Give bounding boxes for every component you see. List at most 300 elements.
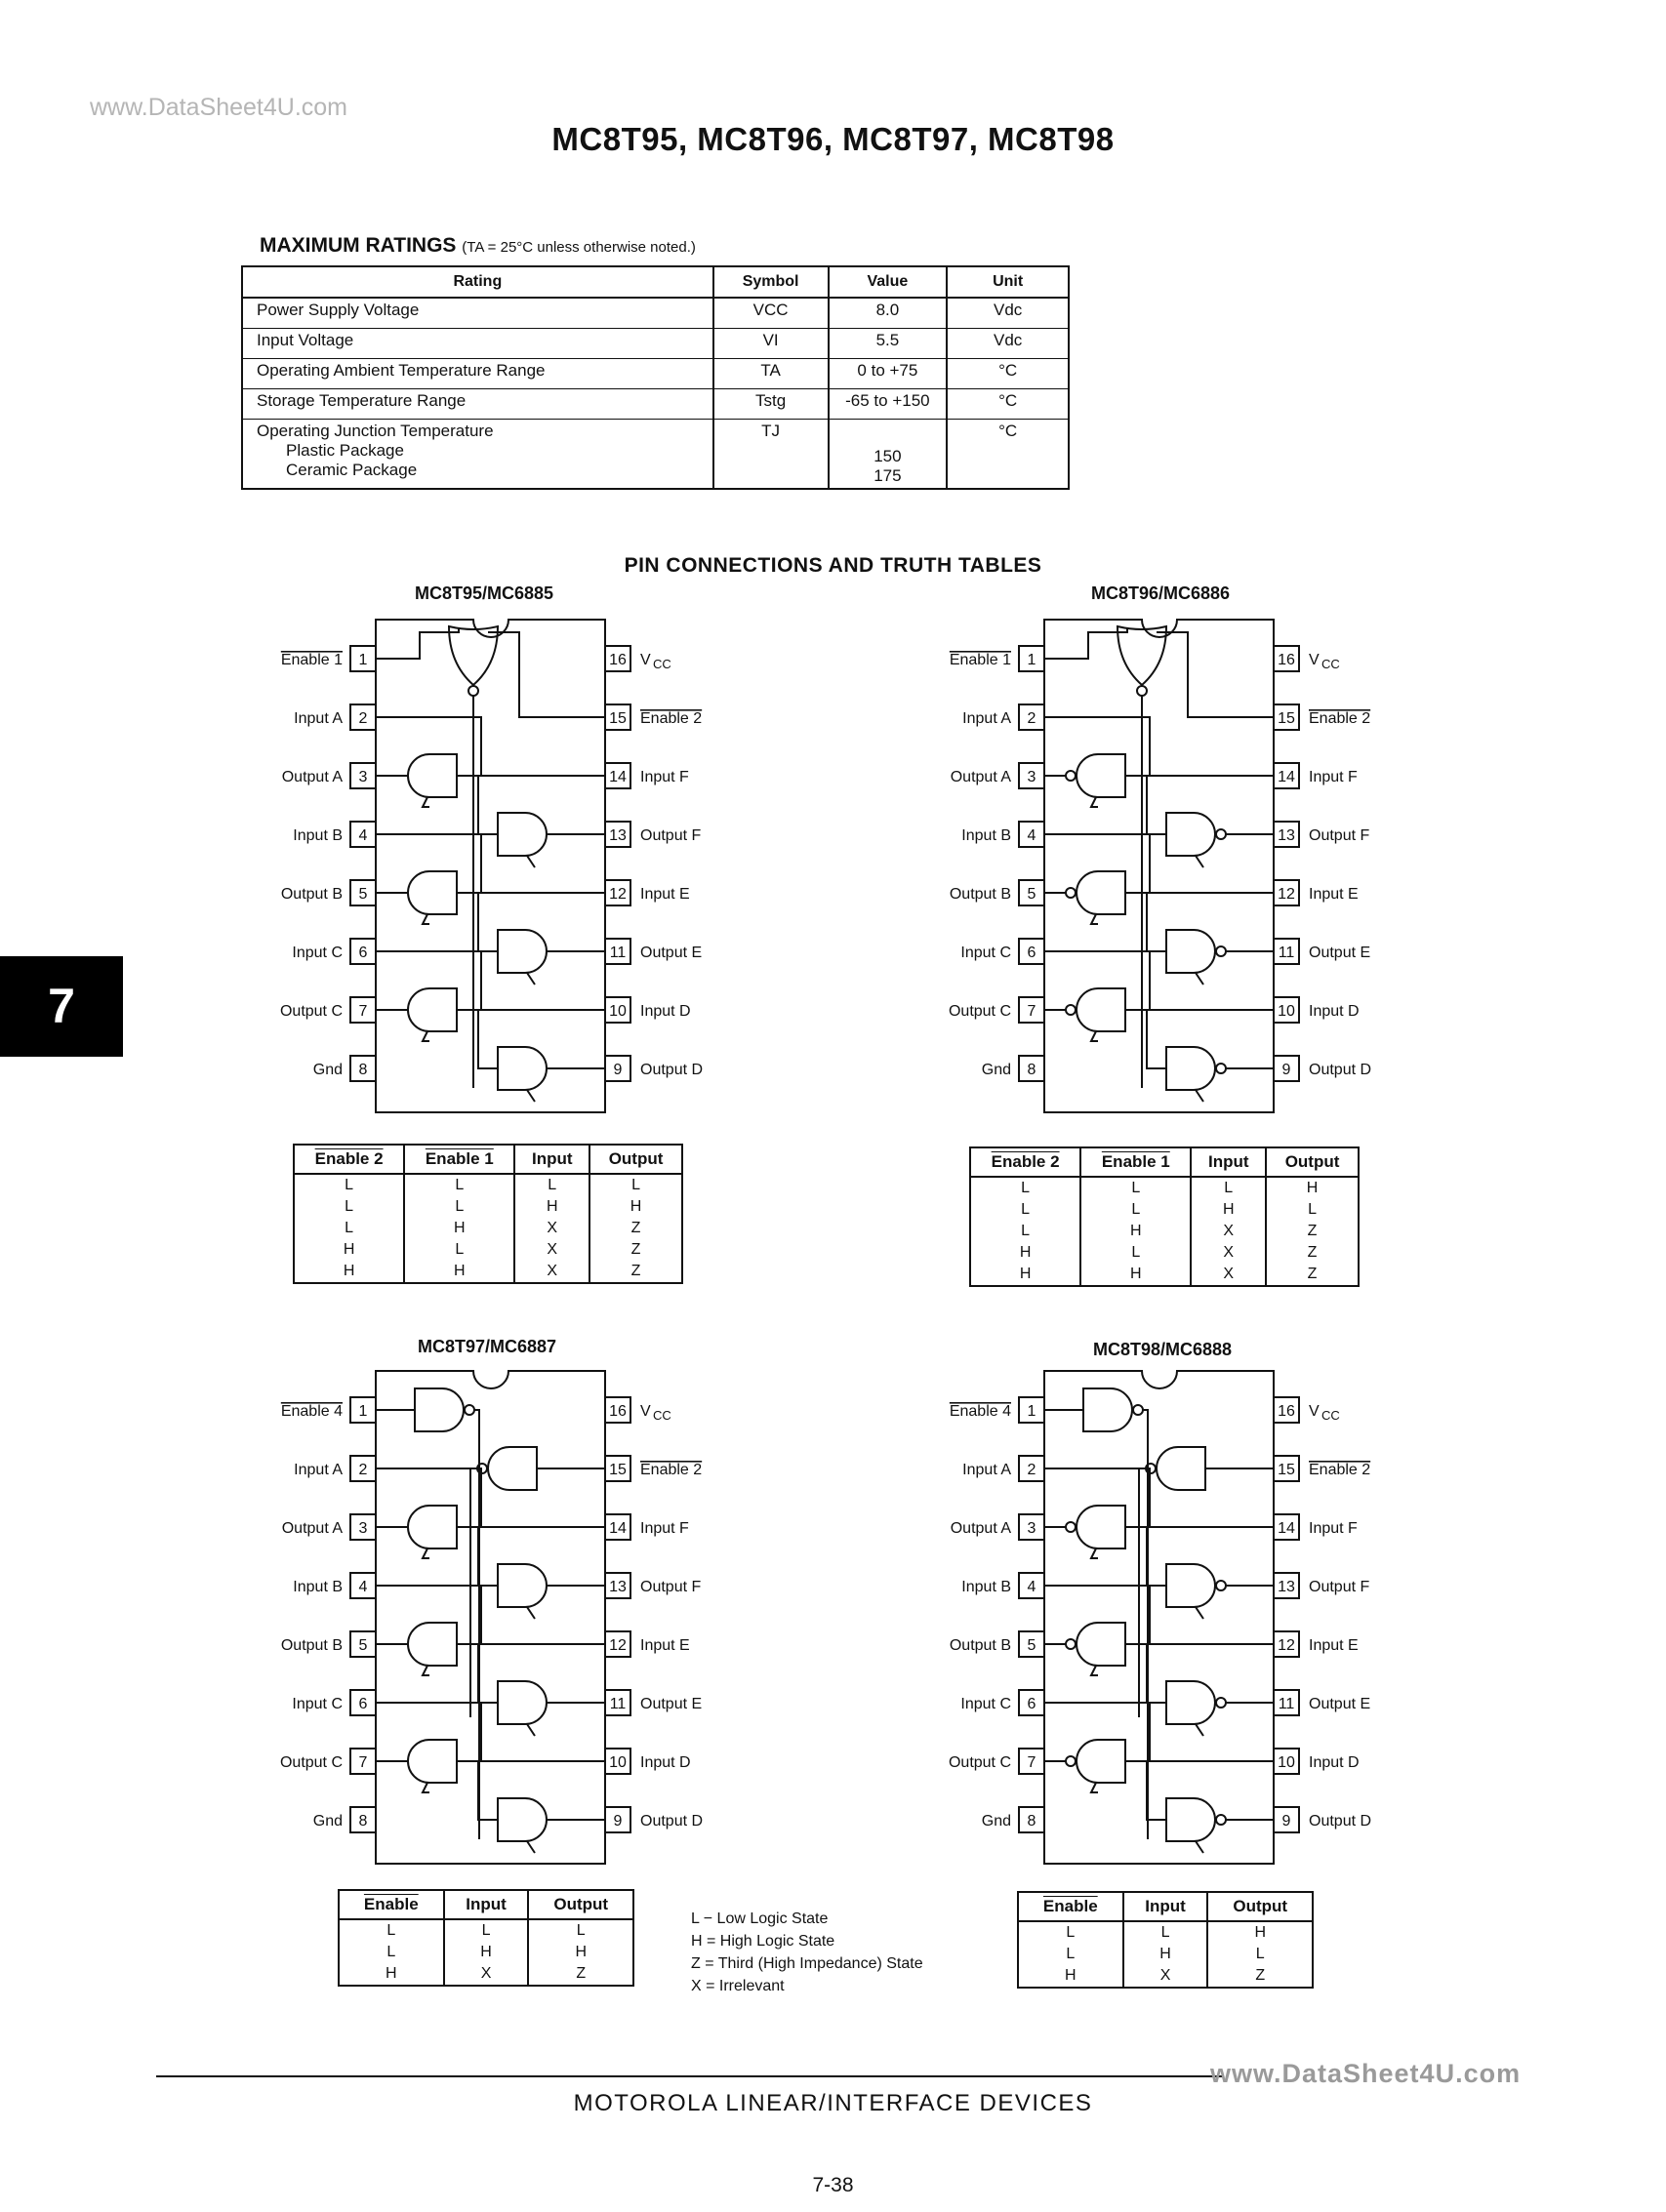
pin-number: 12: [609, 1637, 627, 1654]
pin-diagram-mc8t95: [244, 615, 752, 1122]
cell: Z: [589, 1218, 682, 1239]
enable-bus: [1139, 1468, 1146, 1717]
unit-cell: °C: [947, 359, 1069, 389]
inversion-bubble-icon: [468, 686, 478, 696]
pin-label: Gnd: [312, 1062, 343, 1078]
ratings-heading: [260, 234, 696, 258]
pin-label-subscript: CC: [1321, 1408, 1340, 1423]
pin-label: Output B: [949, 886, 1011, 903]
cell: L: [404, 1196, 514, 1218]
pin-label: Enable 2: [1309, 710, 1371, 727]
cell: H: [514, 1196, 589, 1218]
table-row: [1018, 1921, 1313, 1944]
wire: [1196, 1607, 1203, 1619]
pin-label: V: [640, 1403, 651, 1420]
pin-number: 8: [358, 1062, 368, 1078]
pin-number: 4: [1027, 827, 1036, 844]
cell: X: [1191, 1242, 1266, 1264]
cell: L: [1191, 1177, 1266, 1199]
pin-label: Input D: [1309, 1754, 1360, 1771]
buffer-gate-icon: [408, 1506, 457, 1548]
diagram-title-mc8t95: MC8T95/MC6885: [415, 583, 554, 603]
wire: [376, 1468, 481, 1527]
buffer-gate-icon: [1077, 1740, 1125, 1783]
cell: L: [1066, 1946, 1076, 1962]
logic-legend: [691, 1908, 923, 1997]
wire: [1044, 1586, 1150, 1644]
wire: [1196, 1841, 1203, 1853]
pin-label: Input A: [294, 710, 343, 727]
wire: [1044, 951, 1150, 1010]
wire: [1196, 973, 1203, 985]
pin-label: Output F: [1309, 827, 1370, 844]
ceramic-package-label: Ceramic Package: [286, 461, 418, 479]
column-header: Enable: [1018, 1892, 1123, 1921]
pin-label: Input A: [294, 1462, 343, 1478]
pin-label: Enable 2: [1309, 1462, 1371, 1478]
cell: L: [1266, 1199, 1359, 1221]
wire: [527, 1090, 535, 1102]
pin-number: 5: [358, 886, 368, 903]
cell: L: [386, 1922, 396, 1939]
pin-label: Input C: [292, 1696, 343, 1712]
buffer-gate-icon: [1166, 1047, 1215, 1090]
pin-label: Enable 4: [949, 1403, 1011, 1420]
truth-table-mc8t97: [338, 1889, 634, 1987]
symbol-cell: TA: [713, 359, 829, 389]
pin-label: V: [640, 652, 651, 668]
wire: [1044, 1703, 1150, 1761]
unit-cell: Vdc: [947, 298, 1069, 329]
table-row: [294, 1196, 682, 1218]
table-row: [242, 389, 1069, 420]
cell: H: [386, 1965, 397, 1982]
wire: [1091, 914, 1098, 924]
cell: L: [1066, 1924, 1076, 1941]
pin-number: 9: [613, 1813, 623, 1830]
pin-label: Input E: [1309, 886, 1359, 903]
ratings-heading-text: MAXIMUM RATINGS: [260, 234, 457, 257]
page-number: 7-38: [812, 2174, 854, 2196]
wire: [376, 1703, 481, 1761]
pin-number: 5: [358, 1637, 368, 1654]
wire: [376, 717, 481, 776]
pin-number: 3: [1027, 769, 1036, 785]
column-header: Input: [1191, 1147, 1266, 1177]
pin-number: 1: [1027, 652, 1036, 668]
cell: Z: [589, 1261, 682, 1283]
table-row: [970, 1264, 1359, 1286]
pin-number: 1: [1027, 1403, 1036, 1420]
symbol-cell: TJ: [713, 420, 829, 490]
inversion-bubble-icon: [1066, 1756, 1076, 1766]
wire: [1044, 834, 1150, 893]
pin-label: Input E: [640, 1637, 690, 1654]
column-header: Output: [1207, 1892, 1313, 1921]
value-cell: -65 to +150: [829, 389, 948, 420]
cell: L: [1123, 1921, 1208, 1944]
pin-number: 3: [358, 1520, 368, 1537]
cell: H: [1123, 1944, 1208, 1965]
junction-label: Operating Junction Temperature: [257, 422, 494, 440]
cell: X: [1191, 1221, 1266, 1242]
table-row: [970, 1221, 1359, 1242]
column-header: Input: [514, 1145, 589, 1174]
pin-number: 2: [358, 1462, 368, 1478]
footer-watermark: www.DataSheet4U.com: [1210, 2059, 1522, 2088]
wire: [423, 1031, 429, 1041]
wire: [423, 797, 429, 807]
cell: H: [528, 1942, 633, 1963]
pin-label: Output D: [640, 1062, 704, 1078]
pin-label: Output D: [1309, 1813, 1372, 1830]
pin-label: Output C: [279, 1003, 343, 1020]
inversion-bubble-icon: [1216, 946, 1226, 956]
pin-number: 13: [609, 1579, 627, 1595]
column-header: Input: [444, 1890, 529, 1919]
pin-number: 6: [1027, 945, 1036, 961]
cell: X: [514, 1239, 589, 1261]
pin-number: 15: [609, 1462, 627, 1478]
cell: L: [1021, 1201, 1031, 1218]
buffer-gate-icon: [1157, 1447, 1205, 1490]
pin-number: 9: [1281, 1062, 1291, 1078]
buffer-gate-icon: [1077, 988, 1125, 1031]
cell: L: [1021, 1223, 1031, 1239]
column-header: Rating: [242, 266, 713, 298]
pin-label: Output A: [281, 769, 343, 785]
pin-label: Input C: [960, 945, 1011, 961]
cell: H: [1019, 1266, 1032, 1282]
pin-number: 4: [358, 1579, 368, 1595]
buffer-gate-icon: [1077, 871, 1125, 914]
pin-label: Enable 2: [640, 710, 703, 727]
wire: [376, 1586, 481, 1644]
pin-number: 9: [613, 1062, 623, 1078]
pin-number: 6: [358, 945, 368, 961]
pin-number: 3: [358, 769, 368, 785]
pin-number: 14: [609, 1520, 627, 1537]
buffer-gate-icon: [408, 1740, 457, 1783]
pin-label: V: [1309, 652, 1320, 668]
pin-number: 13: [1278, 827, 1295, 844]
pin-number: 16: [609, 1403, 627, 1420]
pin-number: 8: [358, 1813, 368, 1830]
rating-cell: Operating Ambient Temperature Range: [242, 359, 713, 389]
column-header: Enable 2: [294, 1145, 404, 1174]
package-outline: [1044, 1371, 1274, 1864]
pin-label: Output B: [949, 1637, 1011, 1654]
inversion-bubble-icon: [1066, 771, 1076, 781]
value-cell: 8.0: [829, 298, 948, 329]
wire: [527, 856, 535, 867]
cell: H: [1080, 1221, 1191, 1242]
cell: H: [589, 1196, 682, 1218]
pin-number: 14: [1278, 1520, 1295, 1537]
wire: [1196, 1090, 1203, 1102]
pin-connections-heading: PIN CONNECTIONS AND TRUTH TABLES: [624, 554, 1042, 577]
buffer-gate-icon: [1077, 1506, 1125, 1548]
pin-number: 12: [609, 886, 627, 903]
buffer-gate-icon: [1166, 930, 1215, 973]
package-outline: [376, 620, 605, 1112]
column-header: Symbol: [713, 266, 829, 298]
pin-label: Gnd: [312, 1813, 343, 1830]
pin-number: 14: [609, 769, 627, 785]
buffer-gate-icon: [1166, 813, 1215, 856]
pin-label: Input B: [293, 1579, 343, 1595]
pin-label: V: [1309, 1403, 1320, 1420]
inversion-bubble-icon: [1066, 1639, 1076, 1649]
wire: [1091, 1783, 1098, 1792]
cell: X: [444, 1963, 529, 1986]
pin-label: Output E: [640, 945, 703, 961]
truth-table-mc8t96: [969, 1146, 1360, 1287]
pin-number: 15: [1278, 710, 1295, 727]
truth-table-mc8t95: [293, 1144, 683, 1284]
table-row: [339, 1963, 633, 1986]
cell: Z: [1266, 1242, 1359, 1264]
legend-item: L − Low Logic State: [691, 1910, 829, 1927]
pin-number: 10: [609, 1754, 627, 1771]
cell: L: [404, 1239, 514, 1261]
pin-diagram-mc8t98: [913, 1366, 1420, 1873]
cell: X: [1191, 1264, 1266, 1286]
cell: H: [343, 1263, 355, 1279]
column-header: Unit: [947, 266, 1069, 298]
wire: [1044, 717, 1150, 776]
rating-cell: Input Voltage: [242, 329, 713, 359]
rating-cell: [242, 420, 713, 490]
package-outline: [376, 1371, 605, 1864]
wire: [1091, 797, 1098, 807]
column-header: Enable 1: [1080, 1147, 1191, 1177]
pin-number: 11: [1278, 945, 1295, 961]
watermark-top: www.DataSheet4U.com: [90, 94, 348, 121]
cell: Z: [1266, 1264, 1359, 1286]
pin-number: 12: [1278, 1637, 1295, 1654]
pin-label: Gnd: [981, 1062, 1011, 1078]
buffer-gate-icon: [408, 1623, 457, 1666]
buffer-gate-icon: [498, 1564, 547, 1607]
pin-label: Input F: [640, 1520, 689, 1537]
pin-label: Input D: [1309, 1003, 1360, 1020]
pin-label: Enable 1: [280, 652, 343, 668]
pin-label: Input C: [960, 1696, 1011, 1712]
buffer-gate-icon: [1077, 754, 1125, 797]
wire: [1091, 1666, 1098, 1675]
value-cell: [829, 420, 948, 490]
pin-diagram-mc8t97: [244, 1366, 752, 1873]
cell: L: [1080, 1242, 1191, 1264]
pin-number: 10: [1278, 1754, 1295, 1771]
pin-label: Output A: [950, 1520, 1011, 1537]
wire: [1091, 1031, 1098, 1041]
pin-number: 9: [1281, 1813, 1291, 1830]
pin-number: 15: [1278, 1462, 1295, 1478]
wire: [1091, 1548, 1098, 1558]
table-row: [242, 359, 1069, 389]
table-row: [242, 298, 1069, 329]
buffer-gate-icon: [498, 1047, 547, 1090]
cell: H: [404, 1261, 514, 1283]
symbol-cell: Tstg: [713, 389, 829, 420]
buffer-gate-icon: [498, 1798, 547, 1841]
unit-cell: °C: [947, 389, 1069, 420]
pin-number: 6: [1027, 1696, 1036, 1712]
pin-label: Output B: [280, 886, 343, 903]
inversion-bubble-icon: [1066, 888, 1076, 898]
cell: Z: [528, 1963, 633, 1986]
wire: [423, 1548, 429, 1558]
cell: H: [444, 1942, 529, 1963]
pin-diagram-mc8t96: [913, 615, 1420, 1122]
pin-number: 7: [358, 1754, 368, 1771]
table-row: [339, 1919, 633, 1942]
table-row: [294, 1261, 682, 1283]
or-gate-icon: [449, 626, 498, 685]
cell: L: [345, 1198, 354, 1215]
inversion-bubble-icon: [1216, 1815, 1226, 1825]
plastic-package-label: Plastic Package: [286, 441, 404, 460]
cell: H: [343, 1241, 355, 1258]
wire: [1157, 632, 1274, 717]
pin-label: Input F: [640, 769, 689, 785]
pin-label: Input D: [640, 1754, 691, 1771]
pin-label: Enable 4: [280, 1403, 343, 1420]
wire: [423, 1666, 429, 1675]
pin-number: 11: [609, 945, 627, 961]
table-row: [242, 420, 1069, 490]
pin-label: Input C: [292, 945, 343, 961]
cell: X: [514, 1261, 589, 1283]
cell: L: [528, 1919, 633, 1942]
wire: [488, 632, 605, 717]
inversion-bubble-icon: [1133, 1405, 1143, 1415]
pin-label: Output A: [281, 1520, 343, 1537]
wire: [1196, 1724, 1203, 1736]
pin-label-subscript: CC: [653, 1408, 671, 1423]
legend-item: H = High Logic State: [691, 1933, 835, 1950]
pin-label: Output C: [279, 1754, 343, 1771]
inversion-bubble-icon: [465, 1405, 474, 1415]
cell: L: [1080, 1177, 1191, 1199]
pin-number: 13: [1278, 1579, 1295, 1595]
cell: Z: [589, 1239, 682, 1261]
value-cell: 0 to +75: [829, 359, 948, 389]
page-title: MC8T95, MC8T96, MC8T97, MC8T98: [551, 121, 1115, 157]
buffer-gate-icon: [498, 930, 547, 973]
diagram-title-mc8t97: MC8T97/MC6887: [418, 1337, 557, 1356]
buffer-gate-icon: [1083, 1388, 1132, 1431]
pin-label: Input B: [961, 1579, 1011, 1595]
cell: H: [1191, 1199, 1266, 1221]
column-header: Output: [589, 1145, 682, 1174]
table-header-row: [242, 266, 1069, 298]
pin-label: Input E: [1309, 1637, 1359, 1654]
cell: L: [345, 1220, 354, 1236]
pin-number: 12: [1278, 886, 1295, 903]
cell: H: [1207, 1921, 1313, 1944]
wire: [527, 1724, 535, 1736]
cell: L: [1207, 1944, 1313, 1965]
pin-label-subscript: CC: [653, 657, 671, 671]
wire: [376, 951, 481, 1010]
pin-number: 6: [358, 1696, 368, 1712]
maximum-ratings-table: [241, 265, 1070, 490]
pin-label: Output E: [1309, 1696, 1371, 1712]
legend-item: X = Irrelevant: [691, 1978, 785, 1994]
pin-number: 1: [358, 1403, 368, 1420]
column-header: Enable 1: [404, 1145, 514, 1174]
pin-label: Output E: [640, 1696, 703, 1712]
footer-divider: [156, 2075, 1222, 2077]
rating-cell: Storage Temperature Range: [242, 389, 713, 420]
column-header: Input: [1123, 1892, 1208, 1921]
pin-label: Output F: [1309, 1579, 1370, 1595]
pin-number: 7: [1027, 1003, 1036, 1020]
wire: [376, 834, 481, 893]
pin-number: 5: [1027, 1637, 1036, 1654]
buffer-gate-icon: [415, 1388, 464, 1431]
enable-bus: [470, 1468, 477, 1717]
table-row: [1018, 1944, 1313, 1965]
table-row: [970, 1199, 1359, 1221]
pin-number: 8: [1027, 1813, 1036, 1830]
cell: L: [444, 1919, 529, 1942]
table-row: [970, 1177, 1359, 1199]
pin-label: Input D: [640, 1003, 691, 1020]
pin-label: Input F: [1309, 1520, 1358, 1537]
section-tab: 7: [0, 956, 123, 1057]
ceramic-package-value: 175: [874, 466, 902, 485]
buffer-gate-icon: [408, 871, 457, 914]
table-row: [1018, 1965, 1313, 1988]
pin-number: 10: [1278, 1003, 1295, 1020]
inversion-bubble-icon: [1216, 1698, 1226, 1708]
wire: [527, 1607, 535, 1619]
pin-number: 11: [609, 1696, 627, 1712]
cell: H: [1065, 1967, 1077, 1984]
inversion-bubble-icon: [1066, 1522, 1076, 1532]
symbol-cell: VCC: [713, 298, 829, 329]
pin-label: Output B: [280, 1637, 343, 1654]
pin-number: 4: [1027, 1579, 1036, 1595]
pin-label: Output C: [948, 1754, 1011, 1771]
pin-label: Input B: [293, 827, 343, 844]
pin-number: 2: [1027, 1462, 1036, 1478]
buffer-gate-icon: [488, 1447, 537, 1490]
cell: H: [1080, 1264, 1191, 1286]
pin-number: 8: [1027, 1062, 1036, 1078]
buffer-gate-icon: [1166, 1564, 1215, 1607]
wire: [527, 973, 535, 985]
cell: H: [1019, 1244, 1032, 1261]
pin-number: 2: [1027, 710, 1036, 727]
table-row: [294, 1218, 682, 1239]
pin-label: Output F: [640, 1579, 702, 1595]
ratings-note: (TA = 25°C unless otherwise noted.): [462, 239, 696, 256]
pin-number: 3: [1027, 1520, 1036, 1537]
cell: X: [514, 1218, 589, 1239]
pin-number: 11: [1278, 1696, 1295, 1712]
cell: L: [589, 1174, 682, 1196]
pin-number: 16: [1278, 652, 1295, 668]
inversion-bubble-icon: [1216, 1581, 1226, 1590]
table-row: [339, 1942, 633, 1963]
cell: Z: [1207, 1965, 1313, 1988]
cell: L: [386, 1944, 396, 1960]
